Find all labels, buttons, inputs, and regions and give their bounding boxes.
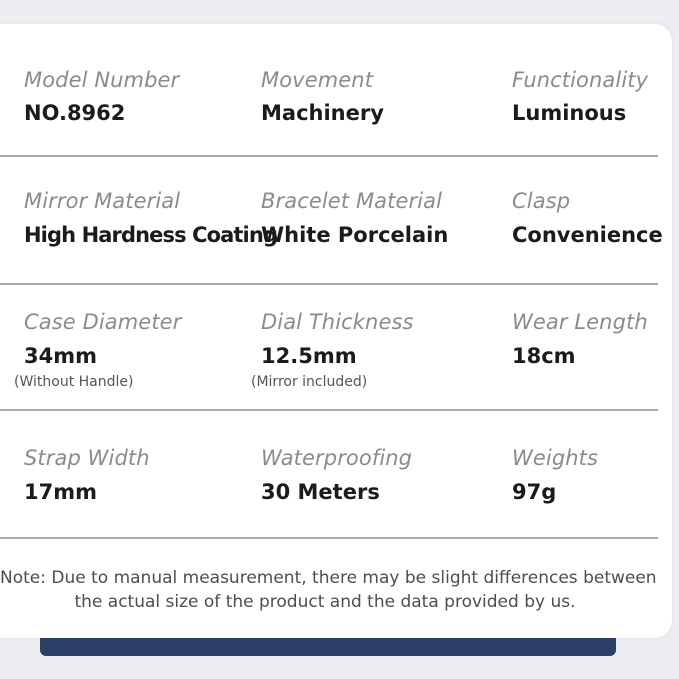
- spec-label-movement: Movement: [261, 68, 374, 92]
- spec-value-dial-thickness: 12.5mm: [261, 344, 357, 368]
- spec-value-weights: 97g: [512, 480, 557, 504]
- spec-label-bracelet-material: Bracelet Material: [261, 189, 443, 213]
- spec-note-dial-thickness: (Mirror included): [251, 374, 368, 390]
- row-divider: [0, 537, 658, 539]
- spec-label-model-number: Model Number: [24, 68, 180, 92]
- disclaimer-line-1: Note: Due to manual measurement, there may be slight differences between: [0, 568, 657, 588]
- spec-value-clasp: Convenience: [512, 223, 663, 247]
- spec-value-waterproofing: 30 Meters: [261, 480, 380, 504]
- spec-value-strap-width: 17mm: [24, 480, 97, 504]
- disclaimer-line-2: the actual size of the product and the data provided by us.: [74, 592, 576, 612]
- spec-value-wear-length: 18cm: [512, 344, 576, 368]
- spec-label-weights: Weights: [512, 446, 599, 470]
- spec-value-mirror-material: High Hardness Coating: [24, 223, 278, 247]
- spec-label-waterproofing: Waterproofing: [261, 446, 413, 470]
- row-divider: [0, 155, 658, 157]
- disclaimer-note: [0, 566, 657, 614]
- row-divider: [0, 409, 658, 411]
- spec-label-mirror-material: Mirror Material: [24, 189, 181, 213]
- spec-label-functionality: Functionality: [512, 68, 649, 92]
- row-divider: [0, 283, 658, 285]
- spec-value-movement: Machinery: [261, 101, 384, 125]
- spec-value-model-number: NO.8962: [24, 101, 126, 125]
- spec-value-functionality: Luminous: [512, 101, 627, 125]
- spec-label-case-diameter: Case Diameter: [24, 310, 182, 334]
- spec-value-case-diameter: 34mm: [24, 344, 97, 368]
- spec-note-case-diameter: (Without Handle): [14, 374, 134, 390]
- spec-label-dial-thickness: Dial Thickness: [261, 310, 414, 334]
- spec-label-strap-width: Strap Width: [24, 446, 150, 470]
- spec-label-wear-length: Wear Length: [512, 310, 648, 334]
- spec-label-clasp: Clasp: [512, 189, 571, 213]
- spec-value-bracelet-material: White Porcelain: [261, 223, 449, 247]
